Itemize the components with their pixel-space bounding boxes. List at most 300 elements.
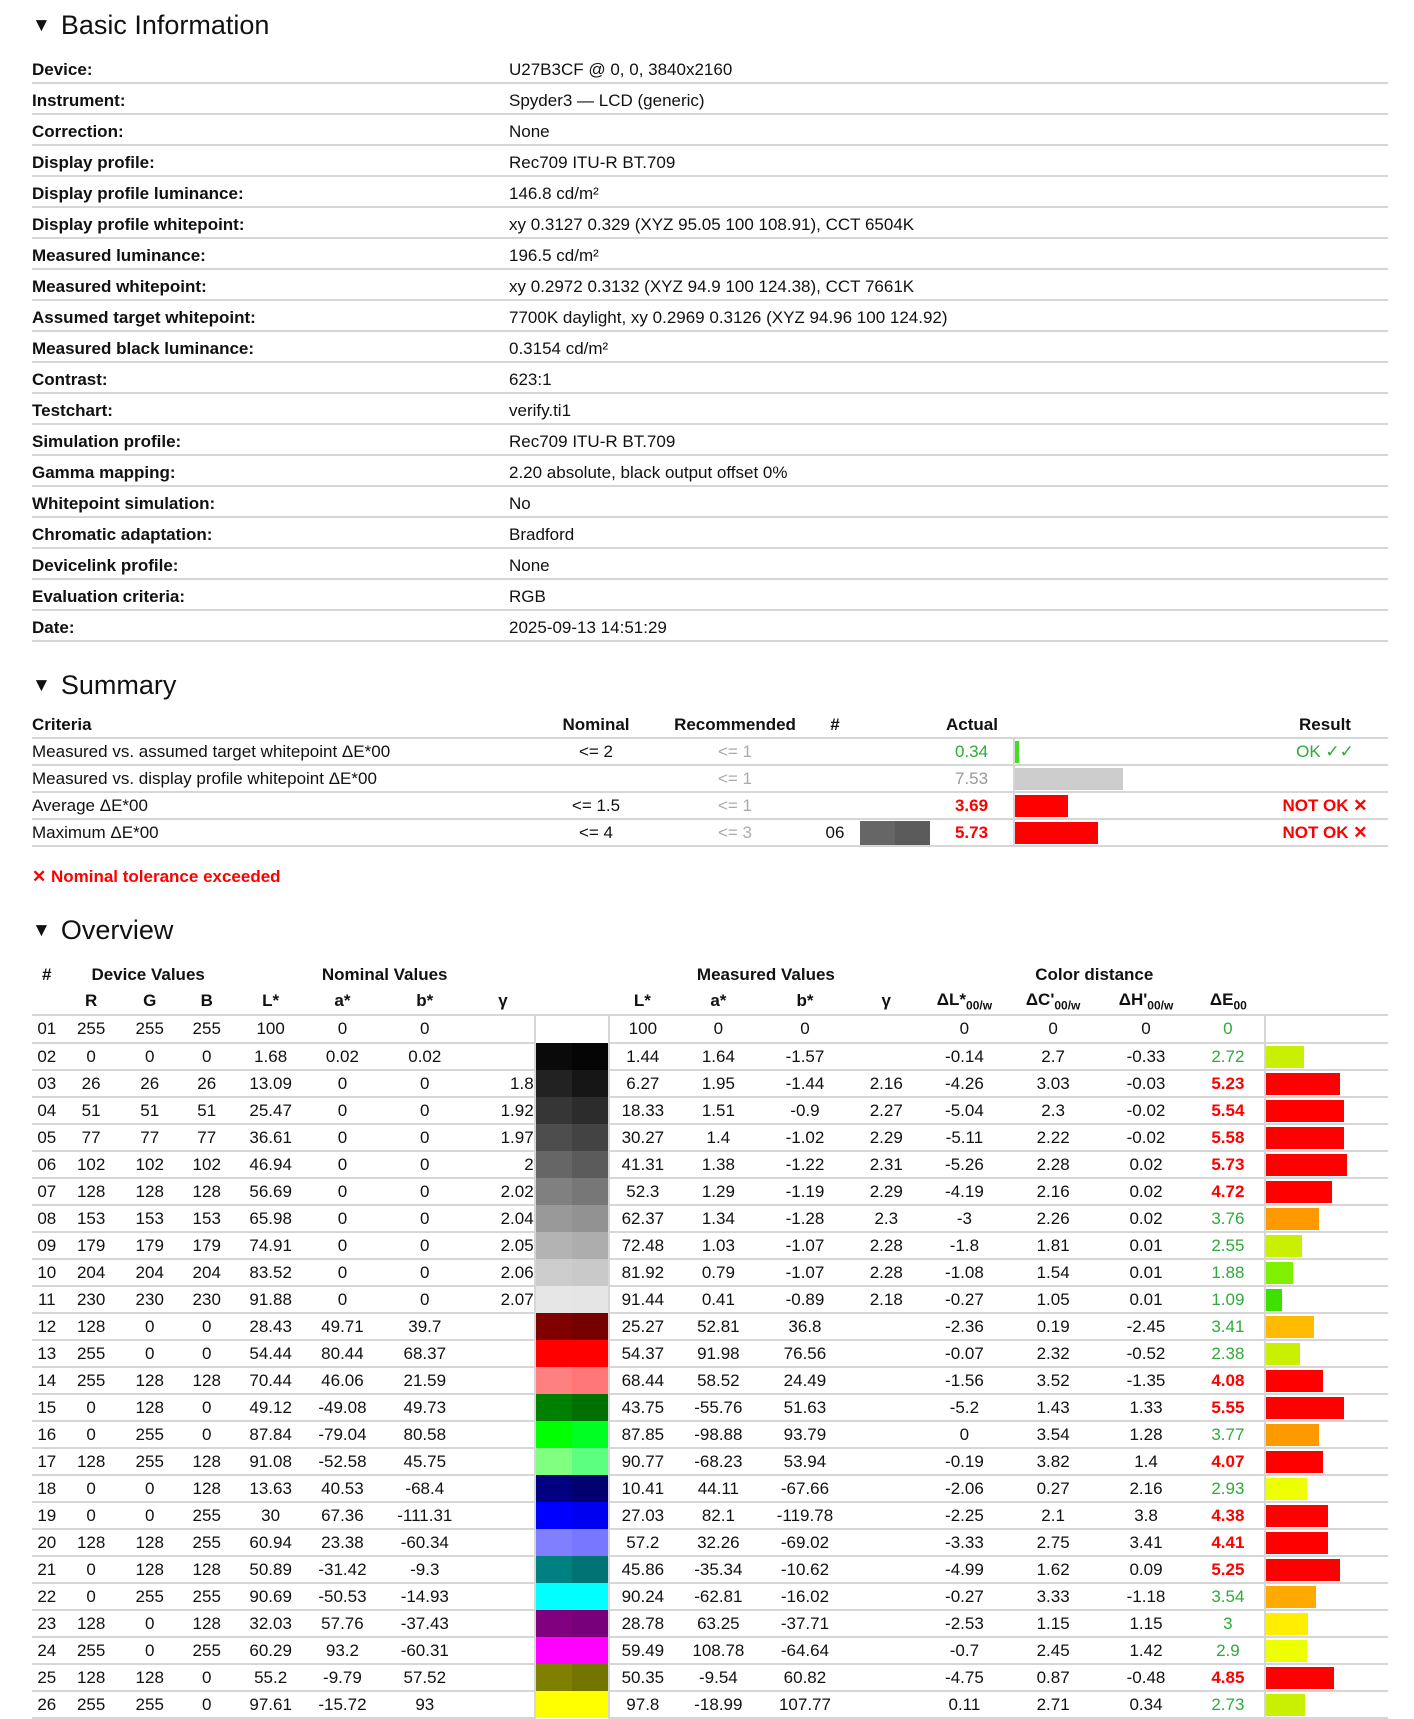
col-header [849, 988, 923, 1015]
cell-de: 3.41 [1191, 1313, 1265, 1340]
cell-a: 23.38 [307, 1529, 379, 1556]
info-value: U27B3CF @ 0, 0, 3840x2160 [509, 53, 1388, 83]
swatch-cell [535, 1124, 609, 1151]
color-swatch [536, 1475, 608, 1502]
cell-L: 55.2 [235, 1664, 307, 1691]
cell-L: 60.94 [235, 1529, 307, 1556]
cell-b: 102 [179, 1151, 235, 1178]
cell-dC: 2.22 [1006, 1124, 1101, 1151]
cell-dL: 0 [923, 1015, 1005, 1043]
cell-bb: 93 [378, 1691, 471, 1718]
delta-bar-cell [1265, 1124, 1388, 1151]
info-value: No [509, 486, 1388, 517]
cell-gam [471, 1015, 534, 1043]
cell-L: 65.98 [235, 1205, 307, 1232]
cell-dC: 3.82 [1006, 1448, 1101, 1475]
delta-bar [1266, 1181, 1332, 1203]
info-row [32, 145, 1388, 176]
cell-b: 0 [179, 1691, 235, 1718]
cell-mg: 2.3 [849, 1205, 923, 1232]
col-header-label: ΔH' [1118, 989, 1148, 1009]
cell-n: 07 [32, 1178, 62, 1205]
cell-ma: 1.03 [676, 1232, 760, 1259]
delta-bar [1266, 1208, 1319, 1230]
cell-r: 0 [62, 1502, 121, 1529]
info-key: Whitepoint simulation: [32, 486, 509, 517]
cell-L: 90.69 [235, 1583, 307, 1610]
nominal-swatch [536, 1421, 572, 1448]
cell-b: 230 [179, 1286, 235, 1313]
col-header-label: R [84, 991, 98, 1010]
cell-a: 0 [307, 1124, 379, 1151]
collapse-triangle-icon[interactable]: ▼ [32, 15, 51, 36]
summary-swatch-cell [860, 819, 930, 846]
cell-de: 4.08 [1191, 1367, 1265, 1394]
measured-swatch [572, 1475, 608, 1502]
header-nominal: Nominal [532, 713, 660, 738]
cell-dL: -3 [923, 1205, 1005, 1232]
summary-bar-cell [1014, 738, 1262, 765]
cell-mL: 72.48 [609, 1232, 677, 1259]
info-key: Measured black luminance: [32, 331, 509, 362]
info-key: Assumed target whitepoint: [32, 300, 509, 331]
cell-b: 255 [179, 1502, 235, 1529]
delta-bar-cell [1265, 1637, 1388, 1664]
swatch-cell [535, 1259, 609, 1286]
cell-de: 0 [1191, 1015, 1265, 1043]
cell-ma: 82.1 [676, 1502, 760, 1529]
delta-bar-cell [1265, 1043, 1388, 1070]
summary-table [32, 713, 1388, 847]
info-value: 0.3154 cd/m² [509, 331, 1388, 362]
summary-row [32, 738, 1388, 765]
swatch-cell [535, 1556, 609, 1583]
cell-mg: 2.29 [849, 1178, 923, 1205]
header-criteria: Criteria [32, 713, 532, 738]
cell-dC: 3.54 [1006, 1421, 1101, 1448]
cell-bb: 0 [378, 1015, 471, 1043]
cell-L: 28.43 [235, 1313, 307, 1340]
cell-a: -50.53 [307, 1583, 379, 1610]
overview-table [32, 962, 1388, 1719]
cell-r: 0 [62, 1421, 121, 1448]
cell-g: 0 [121, 1043, 179, 1070]
cell-de: 4.07 [1191, 1448, 1265, 1475]
cell-mb: -1.28 [761, 1205, 850, 1232]
delta-bar-cell [1265, 1097, 1388, 1124]
cell-n: 19 [32, 1502, 62, 1529]
cell-a: 40.53 [307, 1475, 379, 1502]
summary-row [32, 792, 1388, 819]
cell-L: 74.91 [235, 1232, 307, 1259]
cell-mL: 50.35 [609, 1664, 677, 1691]
section-title-label: Basic Information [60, 10, 270, 40]
measured-swatch [572, 1124, 608, 1151]
cell-b: 0 [179, 1340, 235, 1367]
col-header-subscript: 00/w [1147, 998, 1174, 1013]
info-key: Testchart: [32, 393, 509, 424]
cell-mb: 24.49 [761, 1367, 850, 1394]
summary-nominal: <= 4 [532, 819, 660, 846]
info-row [32, 393, 1388, 424]
info-row [32, 517, 1388, 548]
cell-L: 97.61 [235, 1691, 307, 1718]
cell-b: 128 [179, 1448, 235, 1475]
summary-result: NOT OK ✕ [1262, 792, 1388, 819]
delta-bar [1266, 1694, 1304, 1716]
cell-a: -49.08 [307, 1394, 379, 1421]
info-key: Gamma mapping: [32, 455, 509, 486]
cell-r: 0 [62, 1394, 121, 1421]
cell-n: 15 [32, 1394, 62, 1421]
measured-swatch [572, 1691, 608, 1718]
col-header-label: B [200, 991, 213, 1010]
group-header-num: # [42, 965, 52, 984]
cell-b: 77 [179, 1124, 235, 1151]
delta-bar [1266, 1370, 1323, 1392]
summary-recommended: <= 1 [660, 792, 810, 819]
measured-swatch [572, 1097, 608, 1124]
cell-dH: -2.45 [1101, 1313, 1192, 1340]
cell-bb: 45.75 [378, 1448, 471, 1475]
cell-b: 0 [179, 1664, 235, 1691]
cell-de: 2.73 [1191, 1691, 1265, 1718]
cell-dH: 0.02 [1101, 1205, 1192, 1232]
group-header-spacer [535, 962, 609, 988]
swatch-cell [535, 1664, 609, 1691]
cell-mL: 100 [609, 1015, 677, 1043]
col-header [378, 988, 471, 1015]
cell-b: 128 [179, 1556, 235, 1583]
cell-dH: 1.4 [1101, 1448, 1192, 1475]
col-header-label: ΔE [1209, 989, 1234, 1009]
cell-a: 0 [307, 1286, 379, 1313]
cell-r: 128 [62, 1610, 121, 1637]
cell-bb: 0 [378, 1286, 471, 1313]
cell-dH: 1.42 [1101, 1637, 1192, 1664]
cell-ma: 1.64 [676, 1043, 760, 1070]
cell-mg [849, 1367, 923, 1394]
cell-dH: 0.01 [1101, 1286, 1192, 1313]
delta-bar [1266, 1316, 1314, 1338]
cell-mL: 97.8 [609, 1691, 677, 1718]
section-title-summary[interactable] [32, 672, 1382, 699]
info-value: 196.5 cd/m² [509, 238, 1388, 269]
swatch-cell [535, 1232, 609, 1259]
color-swatch [536, 1529, 608, 1556]
cell-L: 83.52 [235, 1259, 307, 1286]
cell-dL: -4.26 [923, 1070, 1005, 1097]
summary-nominal: <= 2 [532, 738, 660, 765]
nominal-swatch [536, 1259, 572, 1286]
nominal-swatch [536, 1286, 572, 1313]
cell-bb: -37.43 [378, 1610, 471, 1637]
cell-de: 3.76 [1191, 1205, 1265, 1232]
cell-dL: -1.08 [923, 1259, 1005, 1286]
summary-criteria: Maximum ΔE*00 [32, 819, 532, 846]
info-key: Device: [32, 53, 509, 83]
cell-gam [471, 1583, 534, 1610]
cell-mg [849, 1556, 923, 1583]
cell-bb: -14.93 [378, 1583, 471, 1610]
swatch-cell [535, 1502, 609, 1529]
col-header-swatch [535, 988, 609, 1015]
measured-swatch [572, 1583, 608, 1610]
cell-dH: 1.28 [1101, 1421, 1192, 1448]
cell-mg [849, 1583, 923, 1610]
summary-nominal [532, 765, 660, 792]
overview-row [32, 1340, 1388, 1367]
measured-swatch [572, 1529, 608, 1556]
delta-bar [1266, 1586, 1316, 1608]
info-row [32, 362, 1388, 393]
cell-a: 93.2 [307, 1637, 379, 1664]
cell-ma: -62.81 [676, 1583, 760, 1610]
cell-r: 179 [62, 1232, 121, 1259]
cell-ma: 108.78 [676, 1637, 760, 1664]
delta-bar [1266, 1478, 1307, 1500]
cell-mL: 87.85 [609, 1421, 677, 1448]
info-value: 7700K daylight, xy 0.2969 0.3126 (XYZ 94.96 100 124.92) [509, 300, 1388, 331]
color-swatch [536, 1151, 608, 1178]
cell-g: 128 [121, 1394, 179, 1421]
cell-dL: -5.26 [923, 1151, 1005, 1178]
delta-bar [1266, 1397, 1344, 1419]
cell-de: 3 [1191, 1610, 1265, 1637]
overview-row [32, 1178, 1388, 1205]
cell-mg [849, 1340, 923, 1367]
summary-actual: 5.73 [930, 819, 1014, 846]
measured-swatch [572, 1313, 608, 1340]
cell-L: 13.09 [235, 1070, 307, 1097]
cell-dC: 2.16 [1006, 1178, 1101, 1205]
cell-mg: 2.28 [849, 1259, 923, 1286]
cell-bb: 0 [378, 1151, 471, 1178]
cell-mg [849, 1529, 923, 1556]
col-header-subscript: 00 [1233, 998, 1247, 1013]
cell-L: 91.08 [235, 1448, 307, 1475]
cell-bb: -111.31 [378, 1502, 471, 1529]
section-title-basic-information[interactable] [32, 12, 1382, 39]
color-swatch [536, 1016, 608, 1043]
cell-ma: 1.4 [676, 1124, 760, 1151]
cell-gam: 2.05 [471, 1232, 534, 1259]
color-swatch [536, 1178, 608, 1205]
cell-g: 77 [121, 1124, 179, 1151]
cell-dL: -2.36 [923, 1313, 1005, 1340]
cell-L: 13.63 [235, 1475, 307, 1502]
cell-dL: -2.06 [923, 1475, 1005, 1502]
cell-dH: -0.02 [1101, 1124, 1192, 1151]
summary-nominal: <= 1.5 [532, 792, 660, 819]
swatch-cell [535, 1637, 609, 1664]
info-key: Display profile whitepoint: [32, 207, 509, 238]
overview-row [32, 1015, 1388, 1043]
col-header [1191, 988, 1265, 1015]
color-swatch [536, 1259, 608, 1286]
cell-gam [471, 1556, 534, 1583]
cell-b: 255 [179, 1637, 235, 1664]
cell-mg: 2.27 [849, 1097, 923, 1124]
cell-dH: 0.34 [1101, 1691, 1192, 1718]
overview-row [32, 1637, 1388, 1664]
nominal-swatch [536, 1340, 572, 1367]
swatch-cell [535, 1367, 609, 1394]
overview-row [32, 1151, 1388, 1178]
delta-bar-cell [1265, 1475, 1388, 1502]
group-header-device: Device Values [91, 965, 205, 984]
col-header [235, 988, 307, 1015]
cell-mL: 18.33 [609, 1097, 677, 1124]
cell-dH: 0.09 [1101, 1556, 1192, 1583]
col-header-label: G [143, 991, 157, 1010]
cell-L: 56.69 [235, 1178, 307, 1205]
cell-gam: 1.92 [471, 1097, 534, 1124]
cell-b: 255 [179, 1015, 235, 1043]
col-header-label: a* [710, 991, 727, 1010]
cell-ma: 1.34 [676, 1205, 760, 1232]
summary-num [810, 792, 860, 819]
cell-de: 4.41 [1191, 1529, 1265, 1556]
col-header [307, 988, 379, 1015]
cell-mb: -1.07 [761, 1259, 850, 1286]
cell-gam [471, 1043, 534, 1070]
cell-mb: -1.02 [761, 1124, 850, 1151]
cell-dL: -1.8 [923, 1232, 1005, 1259]
header-actual: Actual [930, 713, 1014, 738]
cell-ma: -9.54 [676, 1664, 760, 1691]
color-swatch [536, 1070, 608, 1097]
collapse-triangle-icon[interactable]: ▼ [32, 920, 51, 941]
cell-dC: 1.54 [1006, 1259, 1101, 1286]
measured-swatch [572, 1664, 608, 1691]
cell-dL: -4.75 [923, 1664, 1005, 1691]
cell-mb: -1.07 [761, 1232, 850, 1259]
cell-n: 16 [32, 1421, 62, 1448]
delta-bar-cell [1265, 1664, 1388, 1691]
cell-L: 49.12 [235, 1394, 307, 1421]
info-value: None [509, 114, 1388, 145]
color-swatch [536, 1610, 608, 1637]
delta-bar-cell [1265, 1070, 1388, 1097]
cell-b: 179 [179, 1232, 235, 1259]
cell-n: 14 [32, 1367, 62, 1394]
cell-mb: 53.94 [761, 1448, 850, 1475]
cell-gam: 2.02 [471, 1178, 534, 1205]
cell-mb: -67.66 [761, 1475, 850, 1502]
swatch-cell [535, 1015, 609, 1043]
cell-g: 26 [121, 1070, 179, 1097]
color-swatch [536, 1313, 608, 1340]
measured-swatch [572, 1043, 608, 1070]
swatch-cell [535, 1529, 609, 1556]
cell-dL: -1.56 [923, 1367, 1005, 1394]
worst-patch-swatch [860, 821, 930, 845]
col-header [1006, 988, 1101, 1015]
cell-dH: 3.8 [1101, 1502, 1192, 1529]
color-swatch [536, 1421, 608, 1448]
summary-swatch-cell [860, 765, 930, 792]
delta-bar-cell [1265, 1556, 1388, 1583]
cell-bb: 39.7 [378, 1313, 471, 1340]
cell-gam [471, 1691, 534, 1718]
summary-actual: 0.34 [930, 738, 1014, 765]
cell-ma: -98.88 [676, 1421, 760, 1448]
cell-g: 128 [121, 1178, 179, 1205]
section-title-overview[interactable] [32, 917, 1382, 944]
color-swatch [536, 1286, 608, 1313]
overview-row [32, 1502, 1388, 1529]
delta-bar [1266, 1559, 1340, 1581]
cell-dC: 3.33 [1006, 1583, 1101, 1610]
cell-L: 54.44 [235, 1340, 307, 1367]
cell-mg: 2.16 [849, 1070, 923, 1097]
col-header-bar [1265, 988, 1388, 1015]
color-swatch [536, 1340, 608, 1367]
header-recommended: Recommended [660, 713, 810, 738]
cell-mb: 107.77 [761, 1691, 850, 1718]
cell-ma: -55.76 [676, 1394, 760, 1421]
cell-a: 0 [307, 1178, 379, 1205]
cell-a: -31.42 [307, 1556, 379, 1583]
cell-r: 255 [62, 1015, 121, 1043]
cell-gam: 2 [471, 1151, 534, 1178]
summary-delta-bar [1015, 768, 1123, 790]
cell-bb: 57.52 [378, 1664, 471, 1691]
delta-bar-cell [1265, 1232, 1388, 1259]
cell-n: 22 [32, 1583, 62, 1610]
cell-g: 102 [121, 1151, 179, 1178]
cell-de: 5.54 [1191, 1097, 1265, 1124]
cell-a: 0 [307, 1232, 379, 1259]
cell-mL: 1.44 [609, 1043, 677, 1070]
nominal-swatch [536, 1394, 572, 1421]
col-header [62, 988, 121, 1015]
info-value: Spyder3 — LCD (generic) [509, 83, 1388, 114]
nominal-swatch [536, 1205, 572, 1232]
overview-row [32, 1043, 1388, 1070]
cell-dC: 2.28 [1006, 1151, 1101, 1178]
cell-g: 204 [121, 1259, 179, 1286]
color-swatch [536, 1205, 608, 1232]
summary-num [810, 765, 860, 792]
color-swatch [536, 1637, 608, 1664]
cell-dH: -0.33 [1101, 1043, 1192, 1070]
cell-r: 153 [62, 1205, 121, 1232]
cell-n: 09 [32, 1232, 62, 1259]
info-key: Correction: [32, 114, 509, 145]
measured-swatch [572, 1016, 608, 1043]
delta-bar [1266, 1667, 1334, 1689]
delta-bar-cell [1265, 1286, 1388, 1313]
cell-mg: 2.31 [849, 1151, 923, 1178]
cell-mL: 54.37 [609, 1340, 677, 1367]
cell-dH: 0.01 [1101, 1232, 1192, 1259]
cell-bb: 0.02 [378, 1043, 471, 1070]
cell-g: 255 [121, 1448, 179, 1475]
info-value: 2025-09-13 14:51:29 [509, 610, 1388, 641]
collapse-triangle-icon[interactable]: ▼ [32, 675, 51, 696]
measured-swatch [572, 1340, 608, 1367]
cell-mg [849, 1313, 923, 1340]
summary-result: OK ✓✓ [1262, 738, 1388, 765]
cell-dC: 0.87 [1006, 1664, 1101, 1691]
cell-b: 0 [179, 1394, 235, 1421]
delta-bar [1266, 1046, 1304, 1068]
cell-gam [471, 1421, 534, 1448]
cell-L: 32.03 [235, 1610, 307, 1637]
measured-swatch [572, 1610, 608, 1637]
